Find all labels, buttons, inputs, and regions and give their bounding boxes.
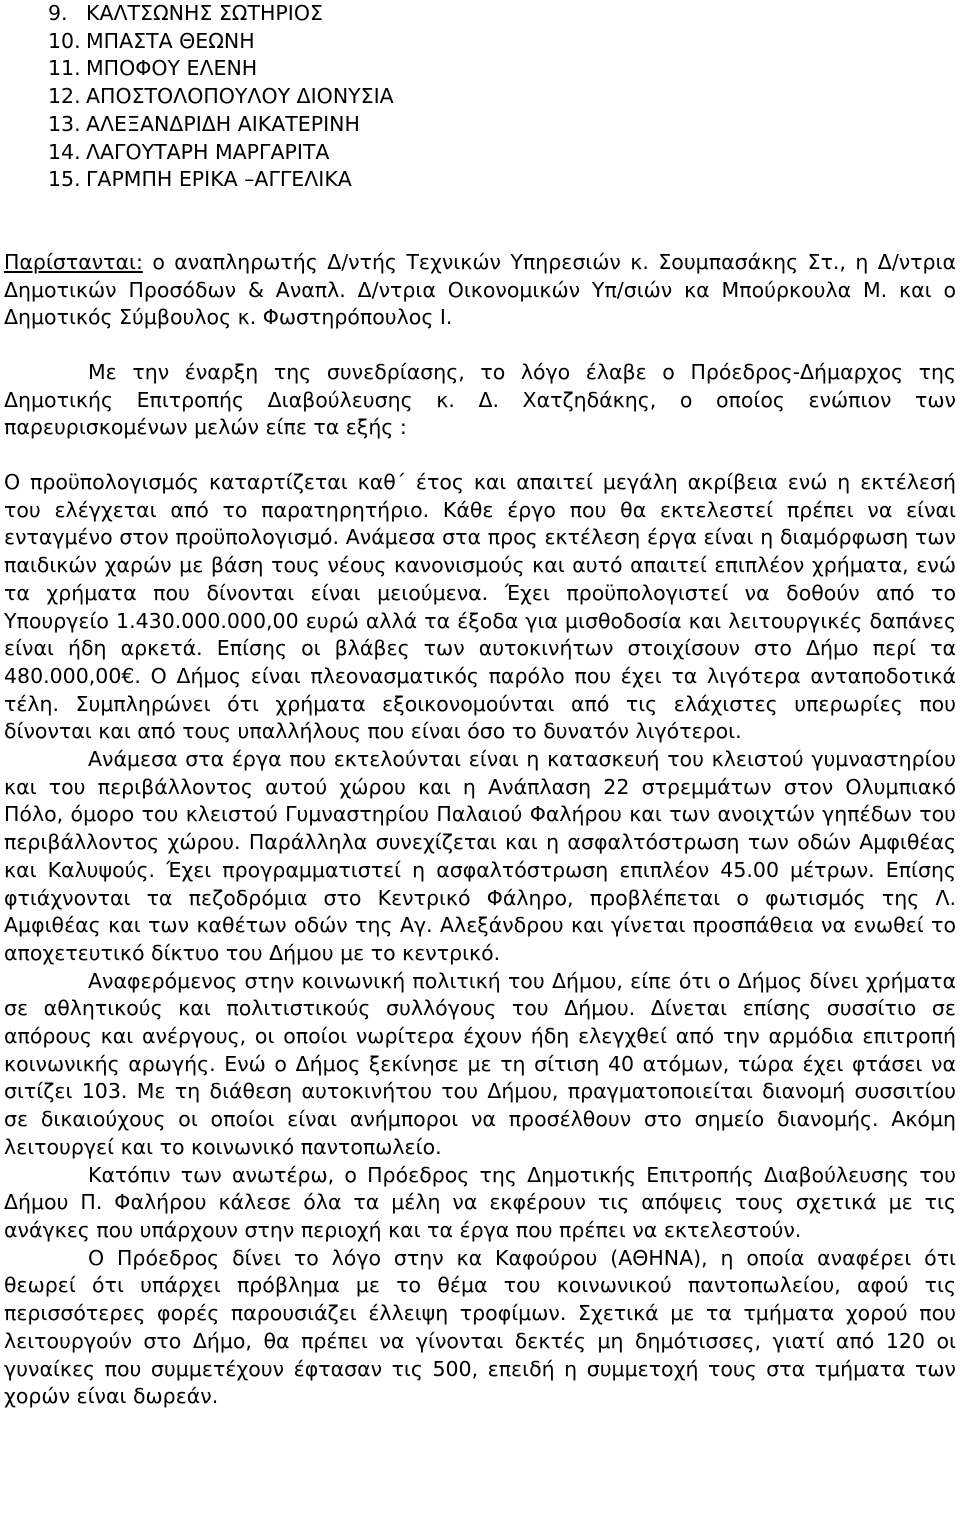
list-item: 15. ΓΑΡΜΠΗ ΕΡΙΚΑ –ΑΓΓΕΛΙΚΑ xyxy=(48,167,352,192)
list-item: 9. ΚΑΛΤΣΩΝΗΣ ΣΩΤΗΡΙΟΣ xyxy=(48,1,323,25)
present-label: Παρίστανται: xyxy=(4,250,143,274)
present-text: ο αναπληρωτής Δ/ντής Τεχνικών Υπηρεσιών κ. Σουμπασάκης Στ., η Δ/ντρια Δημοτικών Προσόδων & Αναπλ. Δ/ντρια Οικονομικών Υπ/σιών κα Μπούρκουλα Μ. και ο Δημοτικός Σύμβουλος κ. Φωστηρόπουλος Ι. xyxy=(4,250,956,330)
paragraph-budget: Ο προϋπολογισμός καταρτίζεται καθ΄ έτος και απαιτεί μεγάλη ακρίβεια ενώ η εκτέλεσή του ελέγχεται από το παρατηρητήριο. Κάθε έργο που θα εκτελεστεί πρέπει να είναι ενταγμένο στον προϋπολογισμό. Ανάμεσα στα προς εκτέλεση έργα είναι η διαμόρφωση των παιδικών χαρών με βάση τους νέους κανονισμούς και αυτό απαιτεί επιπλέον χρήματα, ενώ τα χρήματα που δίνονται είναι μειούμενα. Έχει προϋπολογιστεί να δοθούν από το Υπουργείο 1.430.000.000,00 ευρώ αλλά τα έξοδα για μισθοδοσία και λειτουργικές δαπάνες είναι ήδη αρκετά. Επίσης οι βλάβες των αυτοκινήτων στοιχίσουν στο Δήμο περί τα 480.000,00€. Ο Δήμος είναι πλεονασματικός παρόλο που έχει τα λιγότερα ανταποδοτικά τέλη. Συμπληρώνει ότι χρήματα εξοικονομούνται από τις ελάχιστες υπερωρίες που δίνονται και από τους υπαλλήλους που είναι όσο το δυνατόν λιγότεροι. xyxy=(4,470,956,744)
paragraph-kafourou: Ο Πρόεδρος δίνει το λόγο στην κα Καφούρου (ΑΘΗΝΑ), η οποία αναφέρει ότι θεωρεί ότι υπάρχει πρόβλημα με το θέμα του κοινωνικού παντοπωλείου, αφού τις περισσότερες φορές παρουσιάζει έλλειψη τροφίμων. Σχετικά με τα τμήματα χορού που λειτουργούν στο Δήμο, θα πρέπει να γίνονται δεκτές μη δημότισσες, γιατί από 120 οι γυναίκες που συμμετέχουν έφτασαν τις 500, επειδή η συμμετοχή τους στα τμήματα των χορών είναι δωρεάν. xyxy=(4,1245,956,1409)
present-paragraph xyxy=(4,249,956,332)
list-item: 14. ΛΑΓΟΥΤΑΡΗ ΜΑΡΓΑΡΙΤΑ xyxy=(48,139,330,164)
paragraph-invitation: Κατόπιν των ανωτέρω, ο Πρόεδρος της Δημοτικής Επιτροπής Διαβούλευσης του Δήμου Π. Φαλήρου κάλεσε όλα τα μέλη να εκφέρουν τις απόψεις τους σχετικά με τις ανάγκες που υπάρχουν στην περιοχή και τα έργα που πρέπει να εκτελεστούν. xyxy=(4,1162,956,1242)
list-item: 11. ΜΠΟΦΟΥ ΕΛΕΝΗ xyxy=(48,56,258,81)
list-item: 10. ΜΠΑΣΤΑ ΘΕΩΝΗ xyxy=(48,28,255,53)
paragraph-works: Ανάμεσα στα έργα που εκτελούνται είναι η κατασκευή του κλειστού γυμναστηρίου και του περιβάλλοντος αυτού χώρου και η Ανάπλαση 22 στρεμμάτων στον Ολυμπιακό Πόλο, όμορο του κλειστού Γυμναστηρίου Παλαιού Φαλήρου και των ανοιχτών γηπέδων του περιβάλλοντος χώρου. Παράλληλα συνεχίζεται και η ασφαλτόστρωση των οδών Αμφιθέας και Καλυψούς. Έχει προγραμματιστεί η ασφαλτόστρωση επιπλέον 45.00 μέτρων. Επίσης φτιάχνονται τα πεζοδρόμια στο Κεντρικό Φάληρο, προβλέπεται ο φωτισμός της Λ. Αμφιθέας και των καθέτων οδών της Αγ. Αλεξάνδρου και γίνεται προσπάθεια να ενωθεί το αποχετευτικό δίκτυο του Δήμου με το κεντρικό. xyxy=(4,747,956,965)
opening-paragraph: Με την έναρξη της συνεδρίασης, το λόγο έλαβε ο Πρόεδρος-Δήμαρχος της Δημοτικής Επιτροπής Διαβούλευσης κ. Δ. Χατζηδάκης, ο οποίος ενώπιον των παρευρισκομένων μελών είπε τα εξής : xyxy=(4,360,956,440)
members-list xyxy=(48,0,394,194)
paragraph-social-policy: Αναφερόμενος στην κοινωνική πολιτική του Δήμου, είπε ότι ο Δήμος δίνει χρήματα σε αθλητικούς και πολιτιστικούς συλλόγους του Δήμου. Δίνεται επίσης συσσίτιο σε απόρους και ανέργους, οι οποίοι νωρίτερα έχουν ήδη ελεγχθεί από την αρμόδια επιτροπή κοινωνικής αρωγής. Ενώ ο Δήμος ξεκίνησε με τη σίτιση 40 ατόμων, τώρα έχει φτάσει να σιτίζει 103. Με τη διάθεση αυτοκινήτου του Δήμου, πραγματοποιείται διανομή συσσιτίου σε δικαιούχους οι οποίοι είναι ανήμποροι να προσέλθουν στο σημείο διανομής. Ακόμη λειτουργεί και το κοινωνικό παντοπωλείο. xyxy=(4,968,956,1159)
list-item: 12. ΑΠΟΣΤΟΛΟΠΟΥΛΟΥ ΔΙΟΝΥΣΙΑ xyxy=(48,84,394,109)
body-text xyxy=(4,469,956,1411)
list-item: 13. ΑΛΕΞΑΝΔΡΙΔΗ ΑΙΚΑΤΕΡΙΝΗ xyxy=(48,111,360,136)
